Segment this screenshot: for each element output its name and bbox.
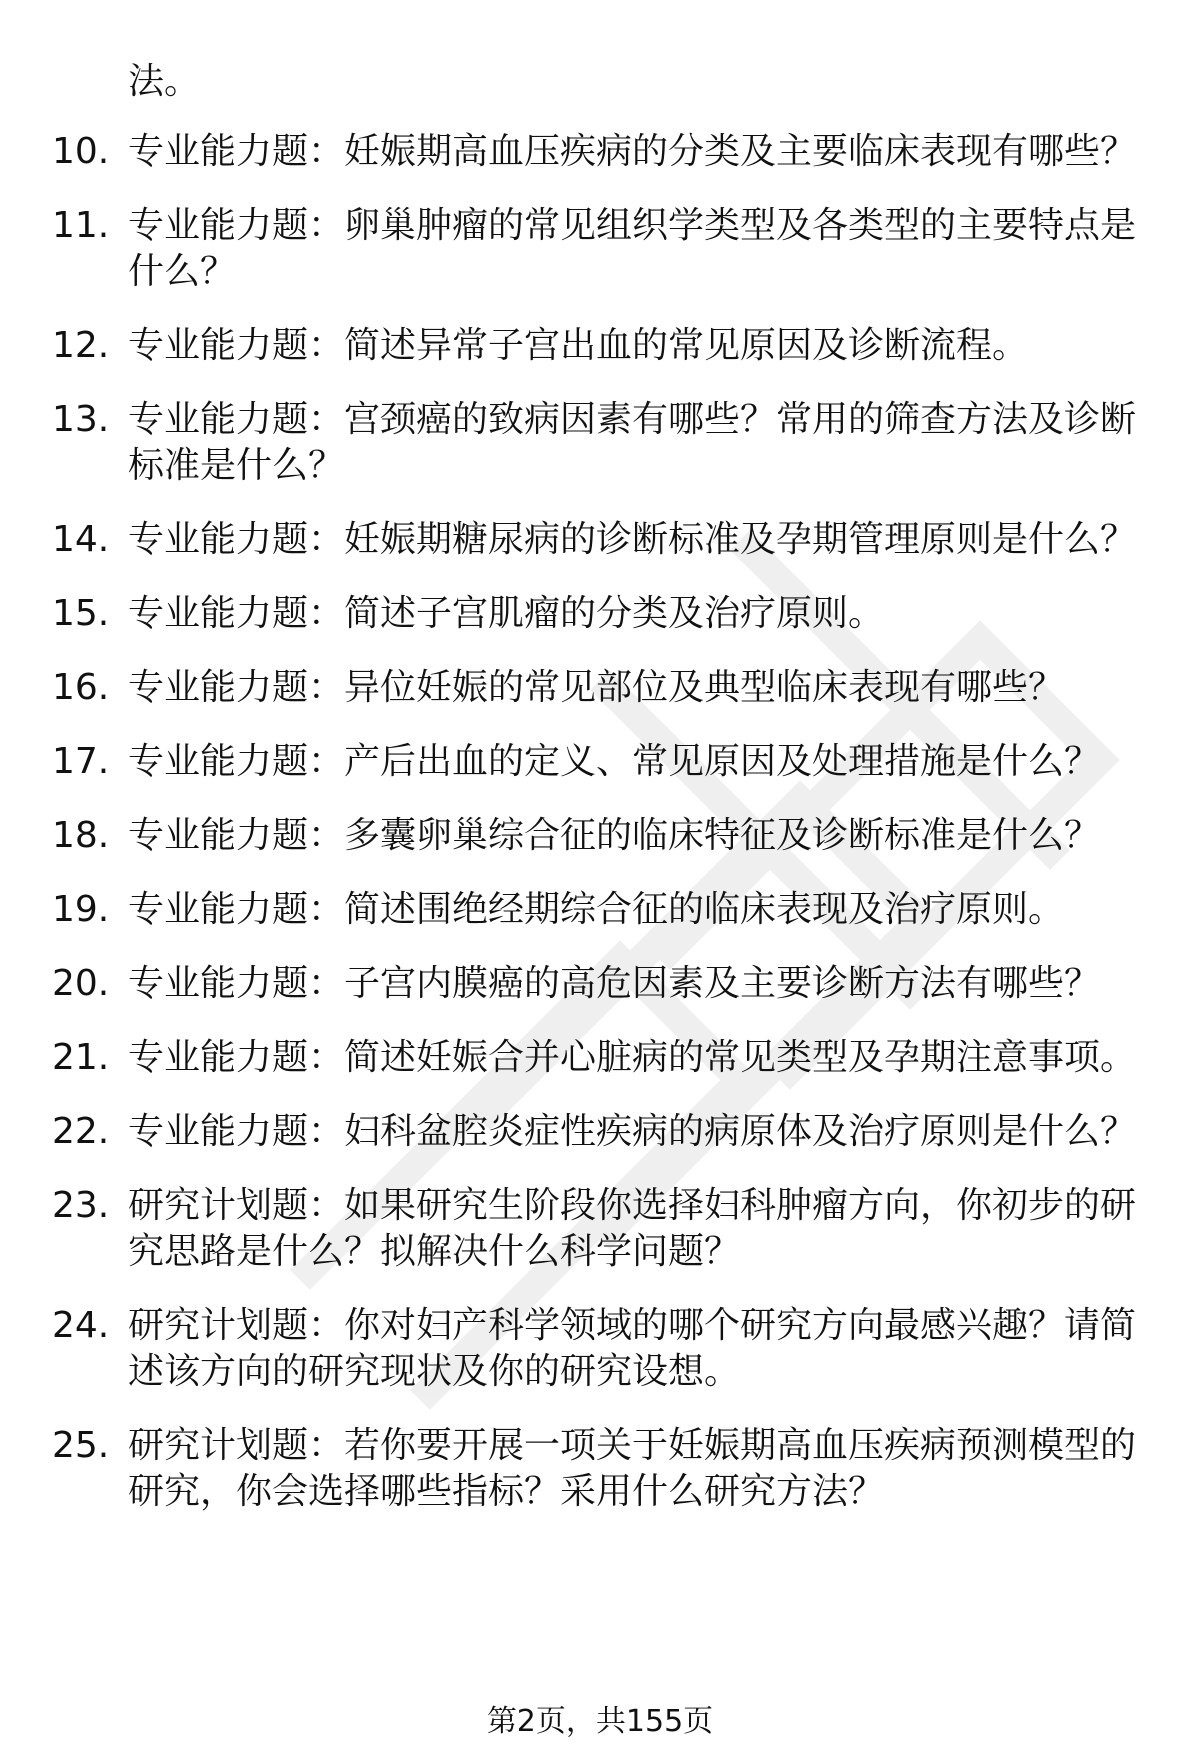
question-text: 专业能力题：简述妊娠合并心脏病的常见类型及孕期注意事项。 xyxy=(128,1037,1137,1078)
item-number: 15. xyxy=(52,593,110,634)
item-number: 20. xyxy=(52,963,110,1004)
question-text: 专业能力题：产后出血的定义、常见原因及处理措施是什么？ xyxy=(128,741,1101,782)
question-text-continued: 研究，你会选择哪些指标？采用什么研究方法？ xyxy=(128,1471,885,1512)
question-text: 研究计划题：如果研究生阶段你选择妇科肿瘤方向，你初步的研 xyxy=(128,1185,1137,1226)
item-number: 10. xyxy=(52,131,110,172)
item-number: 17. xyxy=(52,741,110,782)
item-number: 22. xyxy=(52,1111,110,1152)
question-text: 专业能力题：子宫内膜癌的高危因素及主要诊断方法有哪些？ xyxy=(128,963,1101,1004)
question-text: 专业能力题：卵巢肿瘤的常见组织学类型及各类型的主要特点是 xyxy=(128,205,1137,246)
page-footer: 第2页，共155页 xyxy=(486,1704,714,1739)
question-text: 专业能力题：多囊卵巢综合征的临床特征及诊断标准是什么？ xyxy=(128,815,1101,856)
item-number: 13. xyxy=(52,399,110,440)
item-number: 14. xyxy=(52,519,110,560)
item-number: 23. xyxy=(52,1185,110,1226)
item-number: 25. xyxy=(52,1425,110,1466)
item-number: 19. xyxy=(52,889,110,930)
item-number: 21. xyxy=(52,1037,110,1078)
question-text: 专业能力题：简述子宫肌瘤的分类及治疗原则。 xyxy=(128,593,885,634)
item-number: 18. xyxy=(52,815,110,856)
item-number: 12. xyxy=(52,325,110,366)
question-text: 专业能力题：宫颈癌的致病因素有哪些？常用的筛查方法及诊断 xyxy=(128,399,1137,440)
continuation-text: 法。 xyxy=(128,61,201,102)
question-text: 专业能力题：简述围绝经期综合征的临床表现及治疗原则。 xyxy=(128,889,1065,930)
question-text: 专业能力题：妇科盆腔炎症性疾病的病原体及治疗原则是什么？ xyxy=(128,1111,1137,1152)
question-text: 专业能力题：异位妊娠的常见部位及典型临床表现有哪些？ xyxy=(128,667,1065,708)
question-text: 专业能力题：简述异常子宫出血的常见原因及诊断流程。 xyxy=(128,325,1029,366)
item-number: 11. xyxy=(52,205,110,246)
item-number: 24. xyxy=(52,1305,110,1346)
question-text: 研究计划题：你对妇产科学领域的哪个研究方向最感兴趣？请简 xyxy=(128,1305,1137,1346)
question-text: 研究计划题：若你要开展一项关于妊娠期高血压疾病预测模型的 xyxy=(128,1425,1137,1466)
question-text: 专业能力题：妊娠期高血压疾病的分类及主要临床表现有哪些？ xyxy=(128,131,1137,172)
item-number: 16. xyxy=(52,667,110,708)
question-text: 专业能力题：妊娠期糖尿病的诊断标准及孕期管理原则是什么？ xyxy=(128,519,1137,560)
question-text-continued: 标准是什么？ xyxy=(128,445,345,486)
question-text-continued: 什么？ xyxy=(128,251,237,292)
question-text-continued: 究思路是什么？拟解决什么科学问题？ xyxy=(128,1231,741,1272)
question-text-continued: 述该方向的研究现状及你的研究设想。 xyxy=(128,1351,741,1392)
